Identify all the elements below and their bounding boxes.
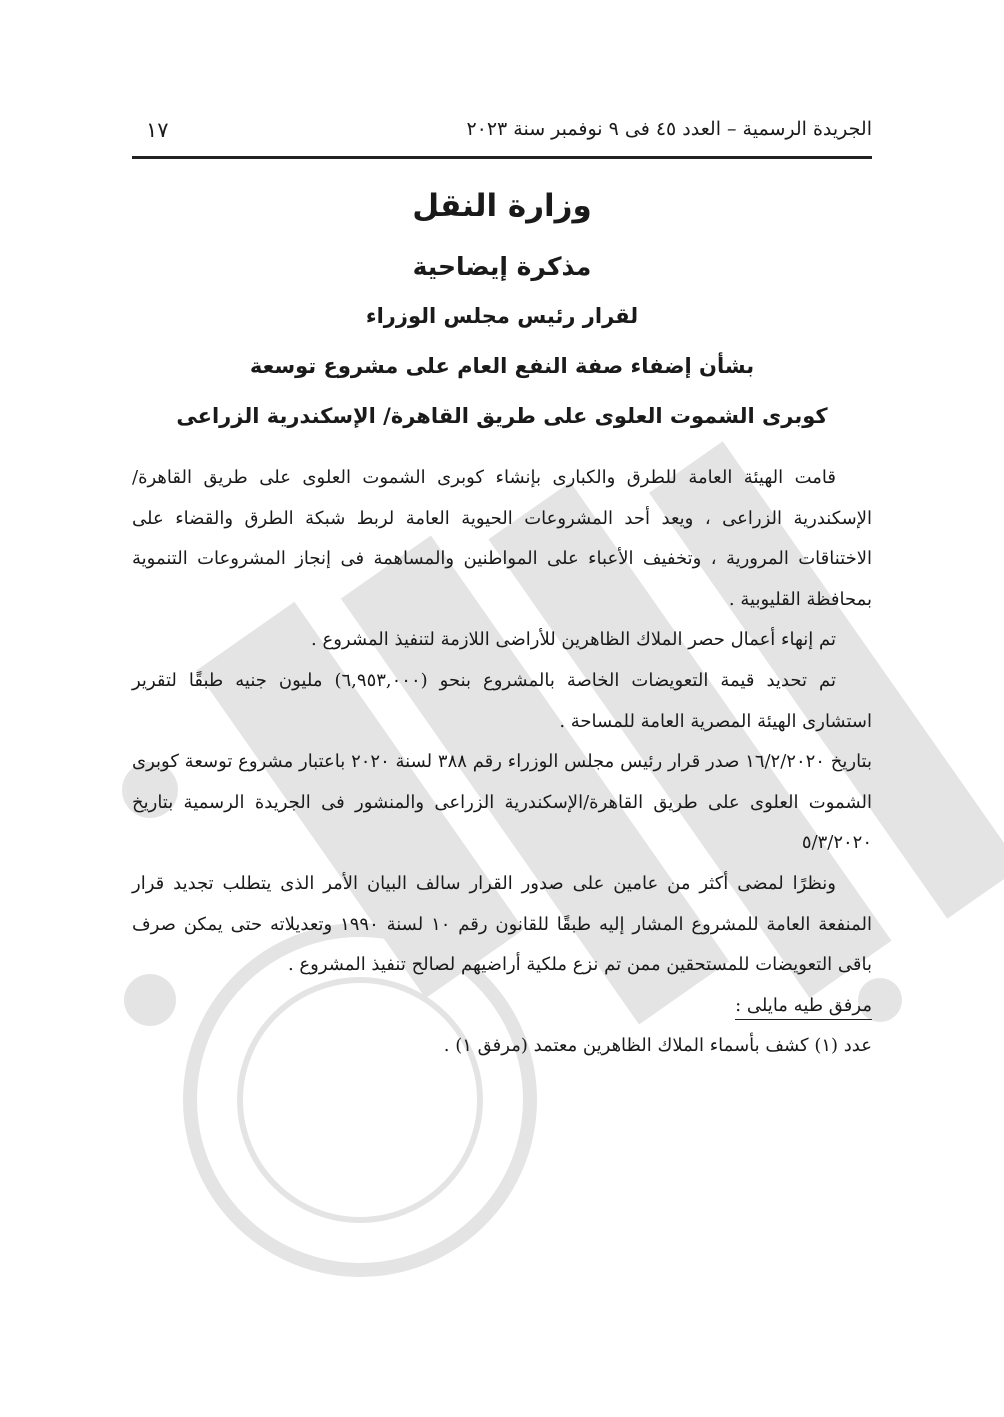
paragraph: تم إنهاء أعمال حصر الملاك الظاهرين للأراضى اللازمة لتنفيذ المشروع . [311,629,836,651]
paragraph: ونظرًا لمضى أكثر من عامين على صدور القرار سالف البيان الأمر الذى يتطلب تجديد قرار المنفعة العامة للمشروع المشار إليه طبقًا للقانون رقم ١٠ لسنة ١٩٩٠ وتعديلاته حتى يمكن صرف باقى التعويضات للمستحقين ممن تم نزع ملكية أراضيهم لصالح تنفيذ المشروع . [132,872,872,976]
attachment-item: عدد (١) كشف بأسماء الملاك الظاهرين معتمد (مرفق ١) . [443,1035,872,1057]
subject-line-2: كوبرى الشموت العلوى على طريق القاهرة/ الإسكندرية الزراعى [176,404,828,428]
page-number: ١٧ [146,118,169,142]
paragraph: تم تحديد قيمة التعويضات الخاصة بالمشروع بنحو (٦,٩٥٣,٠٠٠) مليون جنيه طبقًا لتقرير استشارى الهيئة المصرية العامة للمساحة . [132,669,872,732]
gazette-header-title: الجريدة الرسمية – العدد ٤٥ فى ٩ نوفمبر سنة ٢٠٢٣ [466,118,872,140]
decree-subtitle: لقرار رئيس مجلس الوزراء [365,304,639,328]
memo-title: مذكرة إيضاحية [412,252,592,281]
page-header [132,112,872,159]
paragraph: بتاريخ ١٦/٢/٢٠٢٠ صدر قرار رئيس مجلس الوزراء رقم ٣٨٨ لسنة ٢٠٢٠ باعتبار مشروع توسعة كوبرى الشموت العلوى على طريق القاهرة/الإسكندرية الزراعى والمنشور فى الجريدة الرسمية بتاريخ ٥/٣/٢٠٢٠ [132,751,872,854]
ministry-title: وزارة النقل [412,188,592,224]
attachments-heading [132,986,872,1027]
paragraph: قامت الهيئة العامة للطرق والكبارى بإنشاء كوبرى الشموت العلوى على طريق القاهرة/الإسكندرية الزراعى ، ويعد أحد المشروعات الحيوية العامة لربط شبكة الطرق والقضاء على الاختناقات المرورية ، وتخفيف الأعباء على المواطنين والمساهمة فى إنجاز المشروعات التنموية بمحافظة القليوبية . [132,467,872,610]
subject-line-1: بشأن إضفاء صفة النفع العام على مشروع توسعة [249,354,755,378]
memo-body [132,458,872,1067]
attachments-label: مرفق طيه مايلى : [735,993,872,1020]
